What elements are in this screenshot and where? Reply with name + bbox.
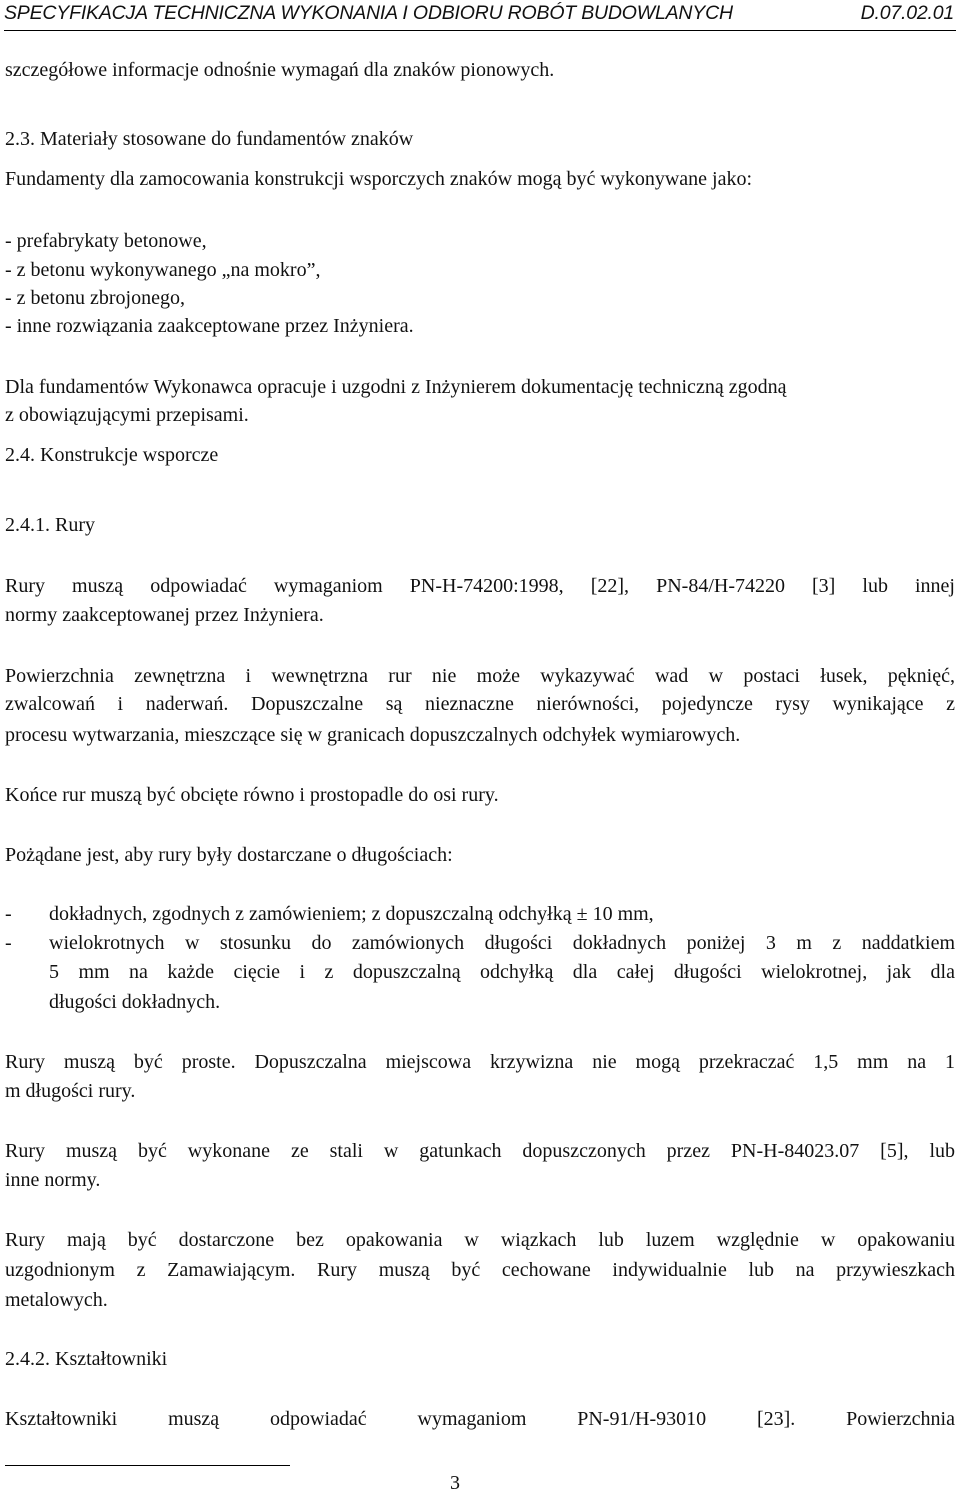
text-line: uzgodnionym z Zamawiającym. Rury muszą być cechowane indywidualnie lub na przywieszkach <box>5 1259 955 1281</box>
text-line: Końce rur muszą być obcięte równo i prostopadle do osi rury. <box>5 784 499 806</box>
text-line: procesu wytwarzania, mieszczące się w granicach dopuszczalnych odchyłek wymiarowych. <box>5 724 741 746</box>
text-line: normy zaakceptowanej przez Inżyniera. <box>5 604 324 626</box>
list-item: - inne rozwiązania zaakceptowane przez Inżyniera. <box>5 315 414 337</box>
text-line: Rury muszą być proste. Dopuszczalna miejscowa krzywizna nie mogą przekraczać 1,5 mm na 1 <box>5 1051 955 1073</box>
list-dash: - <box>5 903 12 925</box>
list-item: - prefabrykaty betonowe, <box>5 230 207 252</box>
list-item-continuation: 5 mm na każde cięcie i z dopuszczalną odchyłką dla całej długości wielokrotnej, jak dla <box>49 961 955 983</box>
text-line: zwalcowań i naderwań. Dopuszczalne są nieznaczne nierówności, pojedyncze rysy wynikające z <box>5 693 955 715</box>
section-heading-2-4: 2.4. Konstrukcje wsporcze <box>5 444 219 466</box>
footer-divider <box>5 1465 290 1466</box>
text-line: Rury muszą być wykonane ze stali w gatunkach dopuszczonych przez PN-H-84023.07 [5], lub <box>5 1140 955 1162</box>
list-item-continuation: długości dokładnych. <box>49 991 221 1013</box>
text-line: Pożądane jest, aby rury były dostarczane o długościach: <box>5 844 453 866</box>
text-line: Rury muszą odpowiadać wymaganiom PN-H-74200:1998, [22], PN-84/H-74220 [3] lub innej <box>5 575 955 597</box>
section-heading-2-4-2: 2.4.2. Kształtowniki <box>5 1348 168 1370</box>
list-item: wielokrotnych w stosunku do zamówionych długości dokładnych poniżej 3 m z naddatkiem <box>49 932 955 954</box>
text-line: z obowiązującymi przepisami. <box>5 404 249 426</box>
text-line: Fundamenty dla zamocowania konstrukcji wsporczych znaków mogą być wykonywane jako: <box>5 168 753 190</box>
header-code: D.07.02.01 <box>860 2 954 24</box>
text-line: inne normy. <box>5 1169 101 1191</box>
list-item: - z betonu wykonywanego „na mokro”, <box>5 259 321 281</box>
text-line: szczegółowe informacje odnośnie wymagań dla znaków pionowych. <box>5 59 555 81</box>
header-title: SPECYFIKACJA TECHNICZNA WYKONANIA I ODBIORU ROBÓT BUDOWLANYCH <box>4 2 733 24</box>
page-header <box>4 0 956 31</box>
page-number: 3 <box>450 1472 460 1494</box>
text-line: Kształtowniki muszą odpowiadać wymaganiom PN-91/H-93010 [23]. Powierzchnia <box>5 1408 955 1430</box>
text-line: Rury mają być dostarczone bez opakowania w wiązkach lub luzem względnie w opakowaniu <box>5 1229 955 1251</box>
text-line: Powierzchnia zewnętrzna i wewnętrzna rur nie może wykazywać wad w postaci łusek, pęknięć, <box>5 665 955 687</box>
text-line: m długości rury. <box>5 1080 136 1102</box>
text-line: metalowych. <box>5 1289 108 1311</box>
list-dash: - <box>5 932 12 954</box>
list-item: dokładnych, zgodnych z zamówieniem; z dopuszczalną odchyłką ± 10 mm, <box>49 903 654 925</box>
list-item: - z betonu zbrojonego, <box>5 287 185 309</box>
section-heading-2-4-1: 2.4.1. Rury <box>5 514 95 536</box>
section-heading-2-3: 2.3. Materiały stosowane do fundamentów znaków <box>5 128 414 150</box>
text-line: Dla fundamentów Wykonawca opracuje i uzgodni z Inżynierem dokumentację techniczną zgodną <box>5 376 787 398</box>
